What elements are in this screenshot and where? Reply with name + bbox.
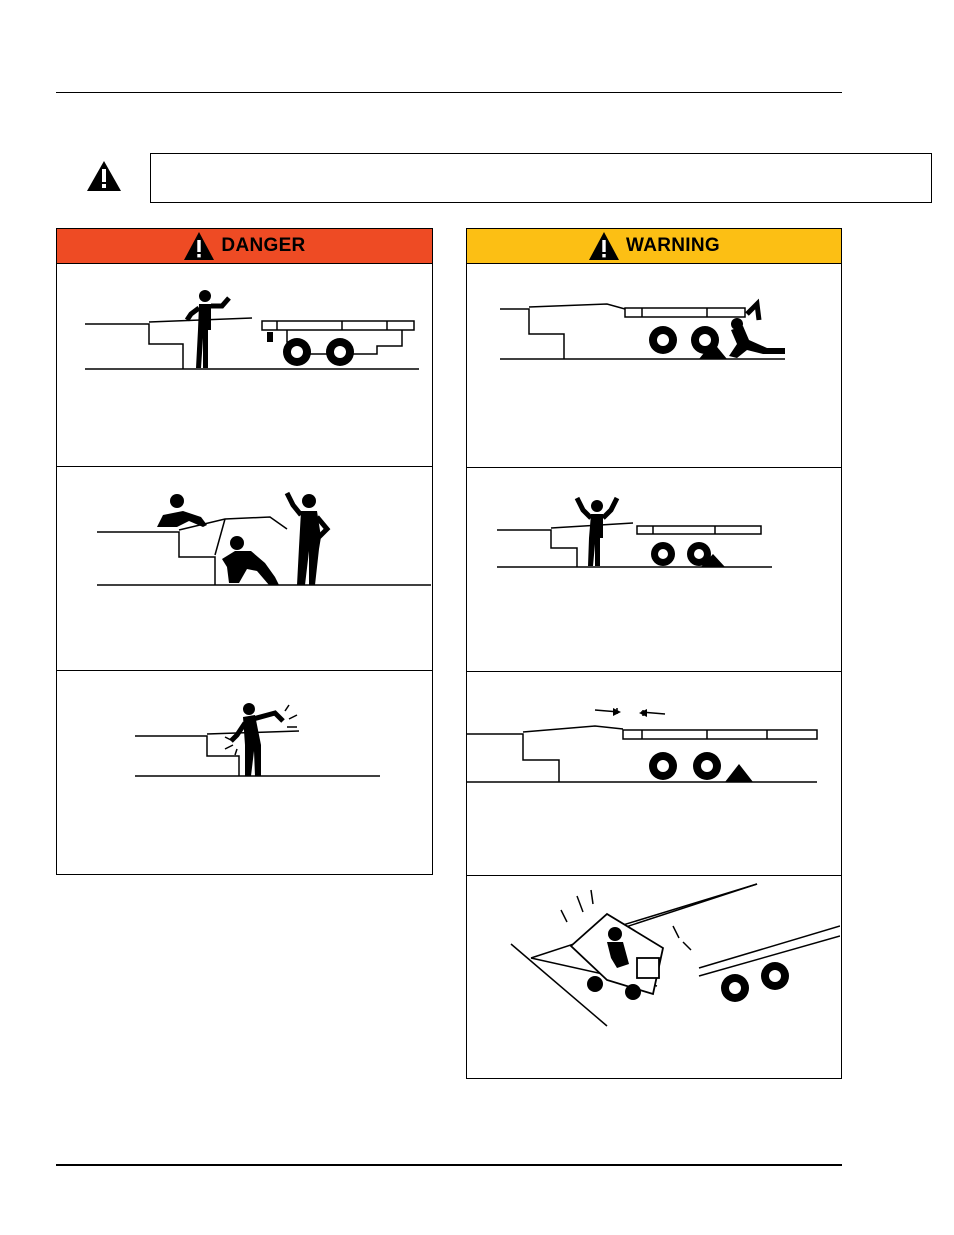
danger-cell-1 — [57, 264, 432, 467]
person-pinched-at-lip-illustration — [57, 671, 431, 875]
warning-cell-2 — [467, 468, 841, 672]
header-rule — [56, 92, 842, 93]
safety-message-box — [150, 153, 932, 203]
warning-label: WARNING — [626, 235, 720, 256]
warning-triangle-icon — [86, 160, 122, 192]
danger-header — [57, 229, 432, 264]
warning-triangle-icon — [183, 231, 215, 261]
person-under-leveler-illustration — [57, 467, 431, 671]
warning-panel — [466, 228, 842, 1079]
warning-header — [467, 229, 841, 264]
warning-cell-1 — [467, 264, 841, 468]
warning-cell-4 — [467, 876, 841, 1080]
footer-rule — [56, 1164, 842, 1166]
person-on-leveler-illustration — [467, 468, 840, 672]
forklift-tipping-illustration — [467, 876, 840, 1080]
danger-cell-2 — [57, 467, 432, 671]
warning-triangle-icon — [588, 231, 620, 261]
danger-panel — [56, 228, 433, 875]
leveler-gap-illustration — [467, 672, 840, 876]
danger-label: DANGER — [221, 235, 306, 256]
person-at-dock-edge-illustration — [57, 264, 431, 467]
danger-cell-3 — [57, 671, 432, 875]
warning-cell-3 — [467, 672, 841, 876]
person-under-trailer-illustration — [467, 264, 840, 468]
